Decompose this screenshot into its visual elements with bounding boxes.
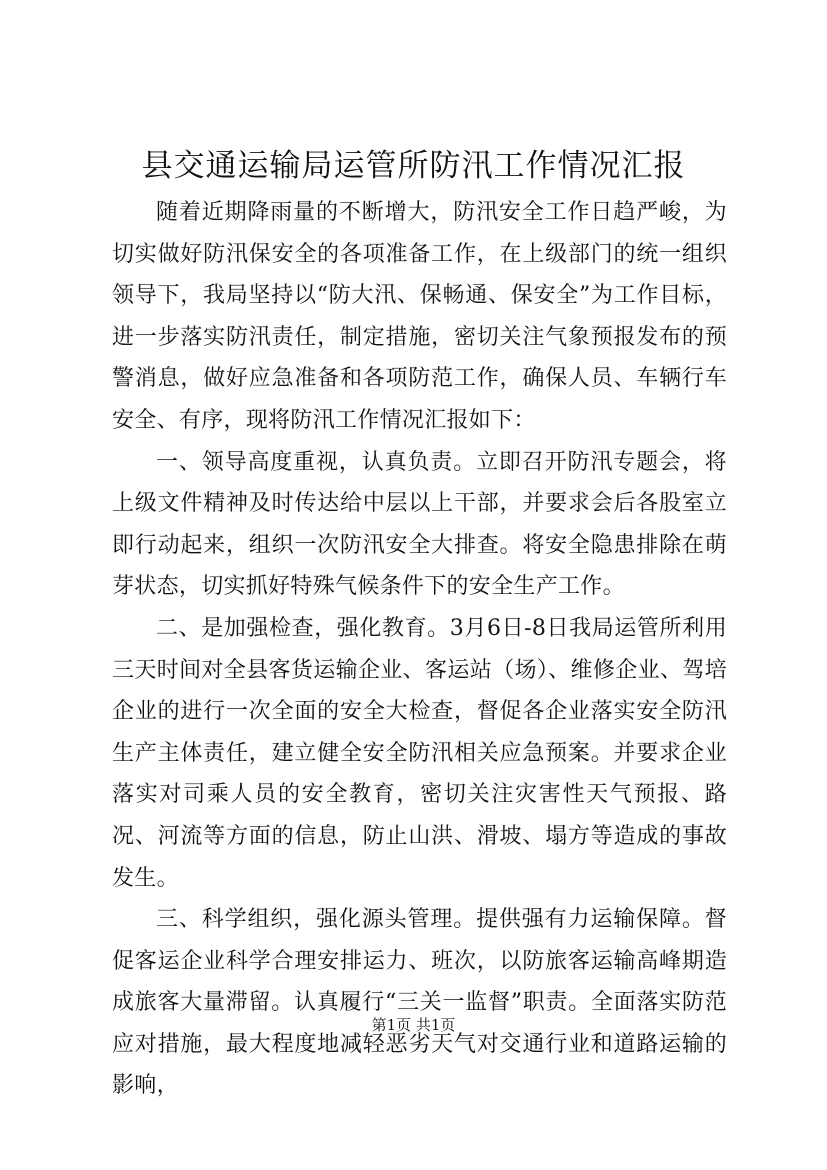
paragraph-intro: 随着近期降雨量的不断增大，防汛安全工作日趋严峻，为切实做好防汛保安全的各项准备工作，在上级部门的统一组织领导下，我局坚持以“防大汛、保畅通、保安全”为工作目标，进一步落实防汛责任，制定措施，密切关注气象预报发布的预警消息，做好应急准备和各项防范工作，确保人员、车辆行车安全、有序，现将防汛工作情况汇报如下： xyxy=(112,200,727,433)
paragraph-section-3: 三、科学组织，强化源头管理。提供强有力运输保障。督促客运企业科学合理安排运力、班次，以防旅客运输高峰期造成旅客大量滞留。认真履行“三关一监督”职责。全面落实防范应对措施，最大程度地减轻恶劣天气对交通行业和道路运输的影响， xyxy=(112,907,727,1099)
page-number-footer: 第1页 共1页 xyxy=(371,1016,456,1034)
paragraph-section-1: 一、领导高度重视，认真负责。立即召开防汛专题会，将上级文件精神及时传达给中层以上干部，并要求会后各股室立即行动起来，组织一次防汛安全大排查。将安全隐患排除在萌芽状态，切实抓好特殊气候条件下的安全生产工作。 xyxy=(112,449,727,600)
document-title: 县交通运输局运管所防汛工作情况汇报 xyxy=(141,148,686,184)
document-body xyxy=(112,192,727,1107)
paragraph-section-2: 二、是加强检查，强化教育。3月6日-8日我局运管所利用三天时间对全县客货运输企业、客运站（场）、维修企业、驾培企业的进行一次全面的安全大检查，督促各企业落实安全防汛生产主体责任，建立健全安全防汛相关应急预案。并要求企业落实对司乘人员的安全教育，密切关注灾害性天气预报、路况、河流等方面的信息，防止山洪、滑坡、塌方等造成的事故发生。 xyxy=(112,615,727,891)
